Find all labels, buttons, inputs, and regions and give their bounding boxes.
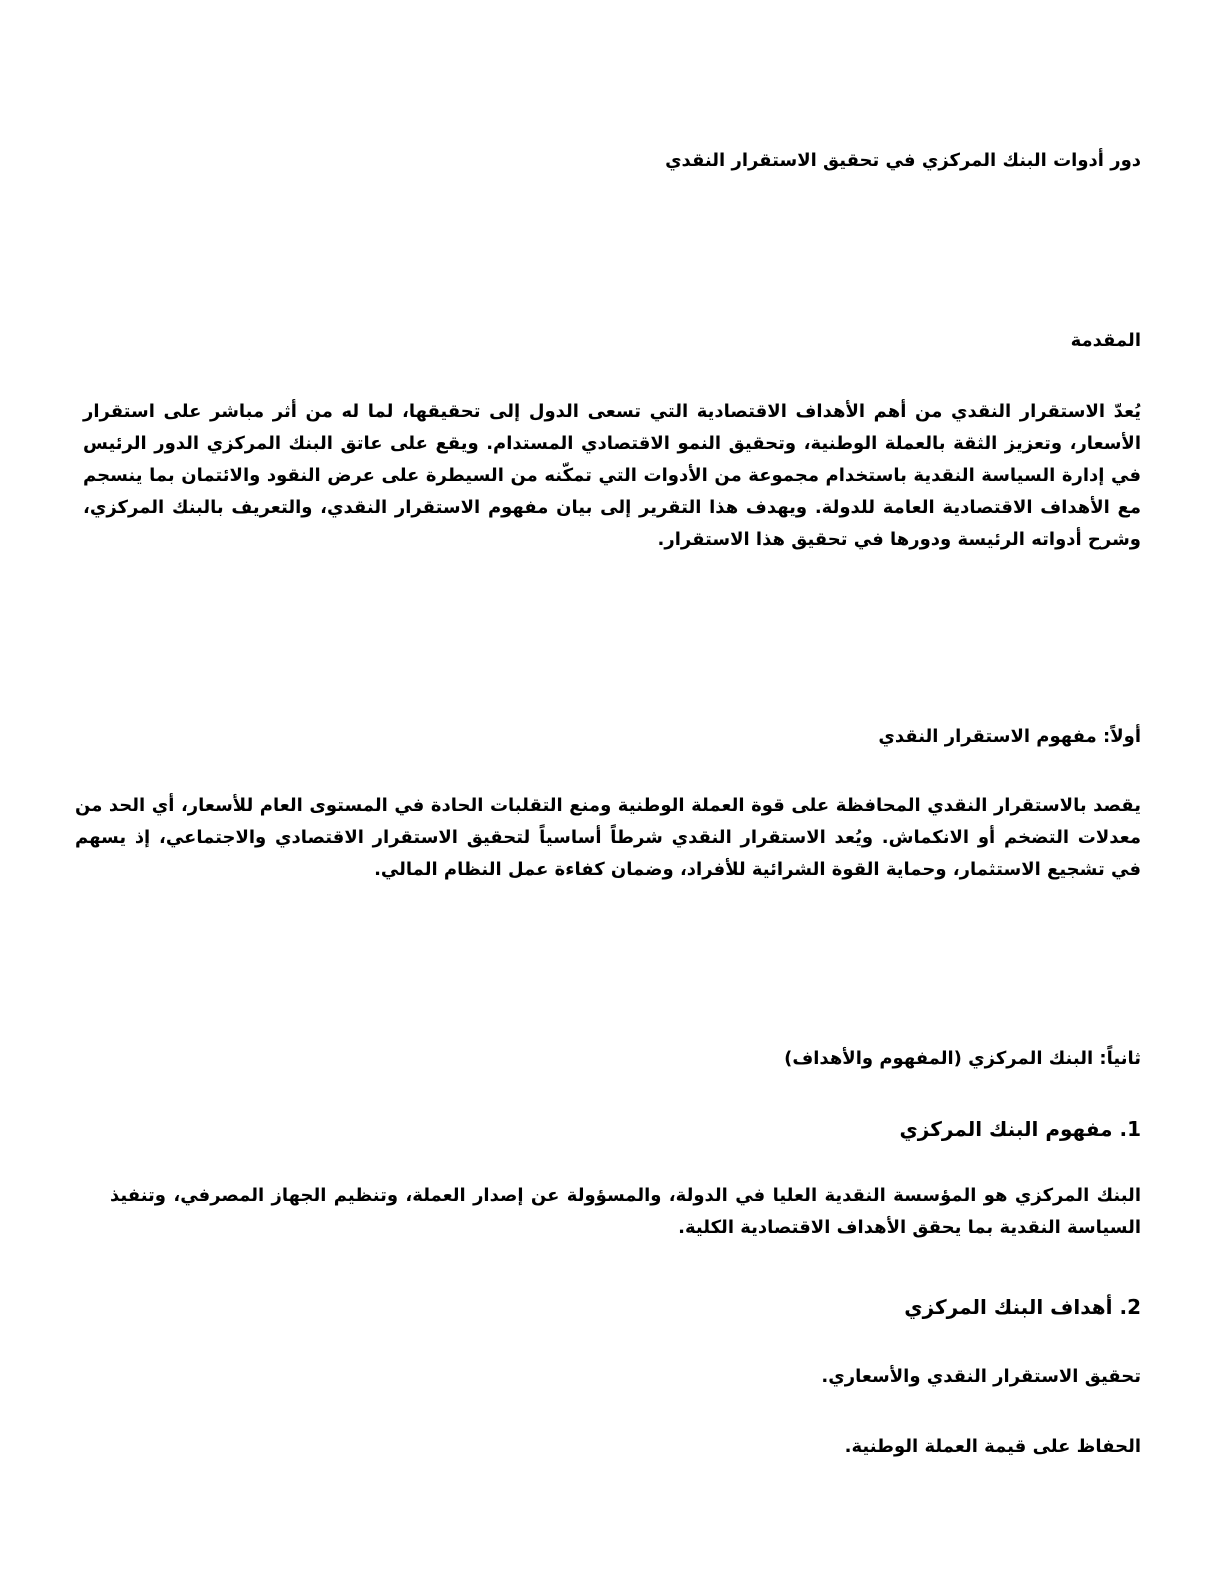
sub2-heading: 2. أهداف البنك المركزي <box>904 1295 1141 1319</box>
document-title: دور أدوات البنك المركزي في تحقيق الاستقرار النقدي <box>665 150 1141 171</box>
section2-heading: ثانياً: البنك المركزي (المفهوم والأهداف) <box>784 1048 1141 1069</box>
section1-paragraph: يقصد بالاستقرار النقدي المحافظة على قوة العملة الوطنية ومنع التقلبات الحادة في المستوى العام للأسعار، أي الحد من معدلات التضخم أو الانكماش. ويُعد الاستقرار النقدي شرطاً أساسياً لتحقيق الاستقرار الاقتصادي والاجتماعي، إذ يسهم في تشجيع الاستثمار، وحماية القوة الشرائية للأفراد، وضمان كفاءة عمل النظام المالي. <box>75 795 1141 880</box>
section1-heading: أولاً: مفهوم الاستقرار النقدي <box>878 726 1141 747</box>
list-item: الحفاظ على قيمة العملة الوطنية. <box>844 1436 1141 1457</box>
list-item: تحقيق الاستقرار النقدي والأسعاري. <box>821 1366 1141 1387</box>
sub1-paragraph: البنك المركزي هو المؤسسة النقدية العليا في الدولة، والمسؤولة عن إصدار العملة، وتنظيم الجهاز المصرفي، وتنفيذ السياسة النقدية بما يحقق الأهداف الاقتصادية الكلية. <box>110 1185 1141 1238</box>
intro-paragraph: يُعدّ الاستقرار النقدي من أهم الأهداف الاقتصادية التي تسعى الدول إلى تحقيقها، لما له من أثر مباشر على استقرار الأسعار، وتعزيز الثقة بالعملة الوطنية، وتحقيق النمو الاقتصادي المستدام. ويقع على عاتق البنك المركزي الدور الرئيس في إدارة السياسة النقدية باستخدام مجموعة من الأدوات التي تمكّنه من السيطرة على عرض النقود والائتمان بما ينسجم مع الأهداف الاقتصادية العامة للدولة. ويهدف هذا التقرير إلى بيان مفهوم الاستقرار النقدي، والتعريف بالبنك المركزي، وشرح أدواته الرئيسة ودورها في تحقيق هذا الاستقرار. <box>83 401 1141 550</box>
intro-heading: المقدمة <box>1070 330 1141 351</box>
sub1-heading: 1. مفهوم البنك المركزي <box>899 1117 1141 1141</box>
